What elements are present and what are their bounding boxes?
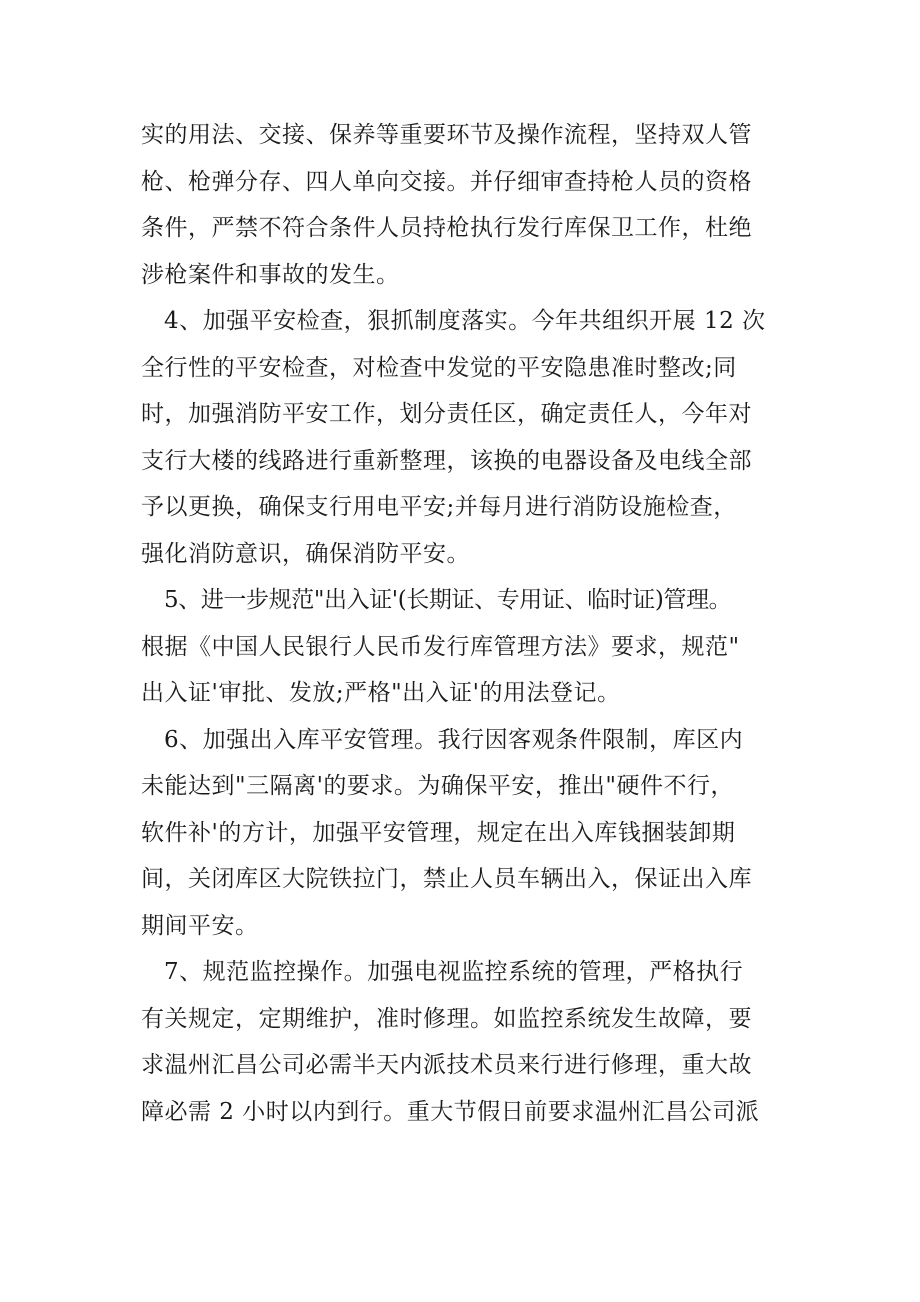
text-line: 间，关闭库区大院铁拉门，禁止人员车辆出入，保证出入库: [141, 866, 752, 892]
text-line: 求温州汇昌公司必需半天内派技术员来行进行修理，重大故: [141, 1052, 752, 1078]
text-line: 有关规定，定期维护，准时修理。如监控系统发生故障，要: [141, 1005, 752, 1032]
text-line: 条件，严禁不符合条件人员持枪执行发行库保卫工作，杜绝: [141, 215, 752, 241]
text-line: 障必需 2 小时以内到行。重大节假日前要求温州汇昌公司派: [141, 1098, 760, 1125]
paragraph-4-start: 4、加强平安检查，狠抓制度落实。今年共组织开展 12 次: [164, 308, 766, 334]
document-body: [141, 112, 801, 1135]
text-line: 予以更换，确保支行用电平安;并每月进行消防设施检查，: [141, 494, 737, 520]
paragraph-5-start: 5、进一步规范"出入证'(长期证、专用证、临时证)管理。: [164, 587, 732, 613]
paragraph-6-start: 6、加强出入库平安管理。我行因客观条件限制，库区内: [164, 726, 744, 753]
text-line: 涉枪案件和事故的发生。: [141, 261, 400, 288]
text-line: 时，加强消防平安工作，划分责任区，确定责任人，今年对: [141, 401, 752, 427]
text-line: 根据《中国人民银行人民币发行库管理方法》要求，规范": [141, 633, 740, 660]
text-line: 未能达到"三隔离'的要求。为确保平安，推出"硬件不行，: [141, 773, 734, 799]
text-line: 期间平安。: [141, 912, 259, 939]
text-line: 软件补'的方计，加强平安管理，规定在出入库钱捆装卸期: [141, 819, 736, 846]
text-line: 实的用法、交接、保养等重要环节及操作流程，坚持双人管: [141, 122, 752, 148]
text-line: 全行性的平安检查，对检查中发觉的平安隐患准时整改;同: [141, 354, 737, 381]
text-line: 强化消防意识，确保消防平安。: [141, 540, 470, 567]
text-line: 出入证'审批、发放;严格"出入证'的用法登记。: [141, 680, 621, 706]
text-line: 枪、枪弹分存、四人单向交接。并仔细审查持枪人员的资格: [141, 168, 752, 195]
paragraph-7-start: 7、规范监控操作。加强电视监控系统的管理，严格执行: [164, 959, 744, 985]
text-line: 支行大楼的线路进行重新整理，该换的电器设备及电线全部: [141, 447, 752, 474]
